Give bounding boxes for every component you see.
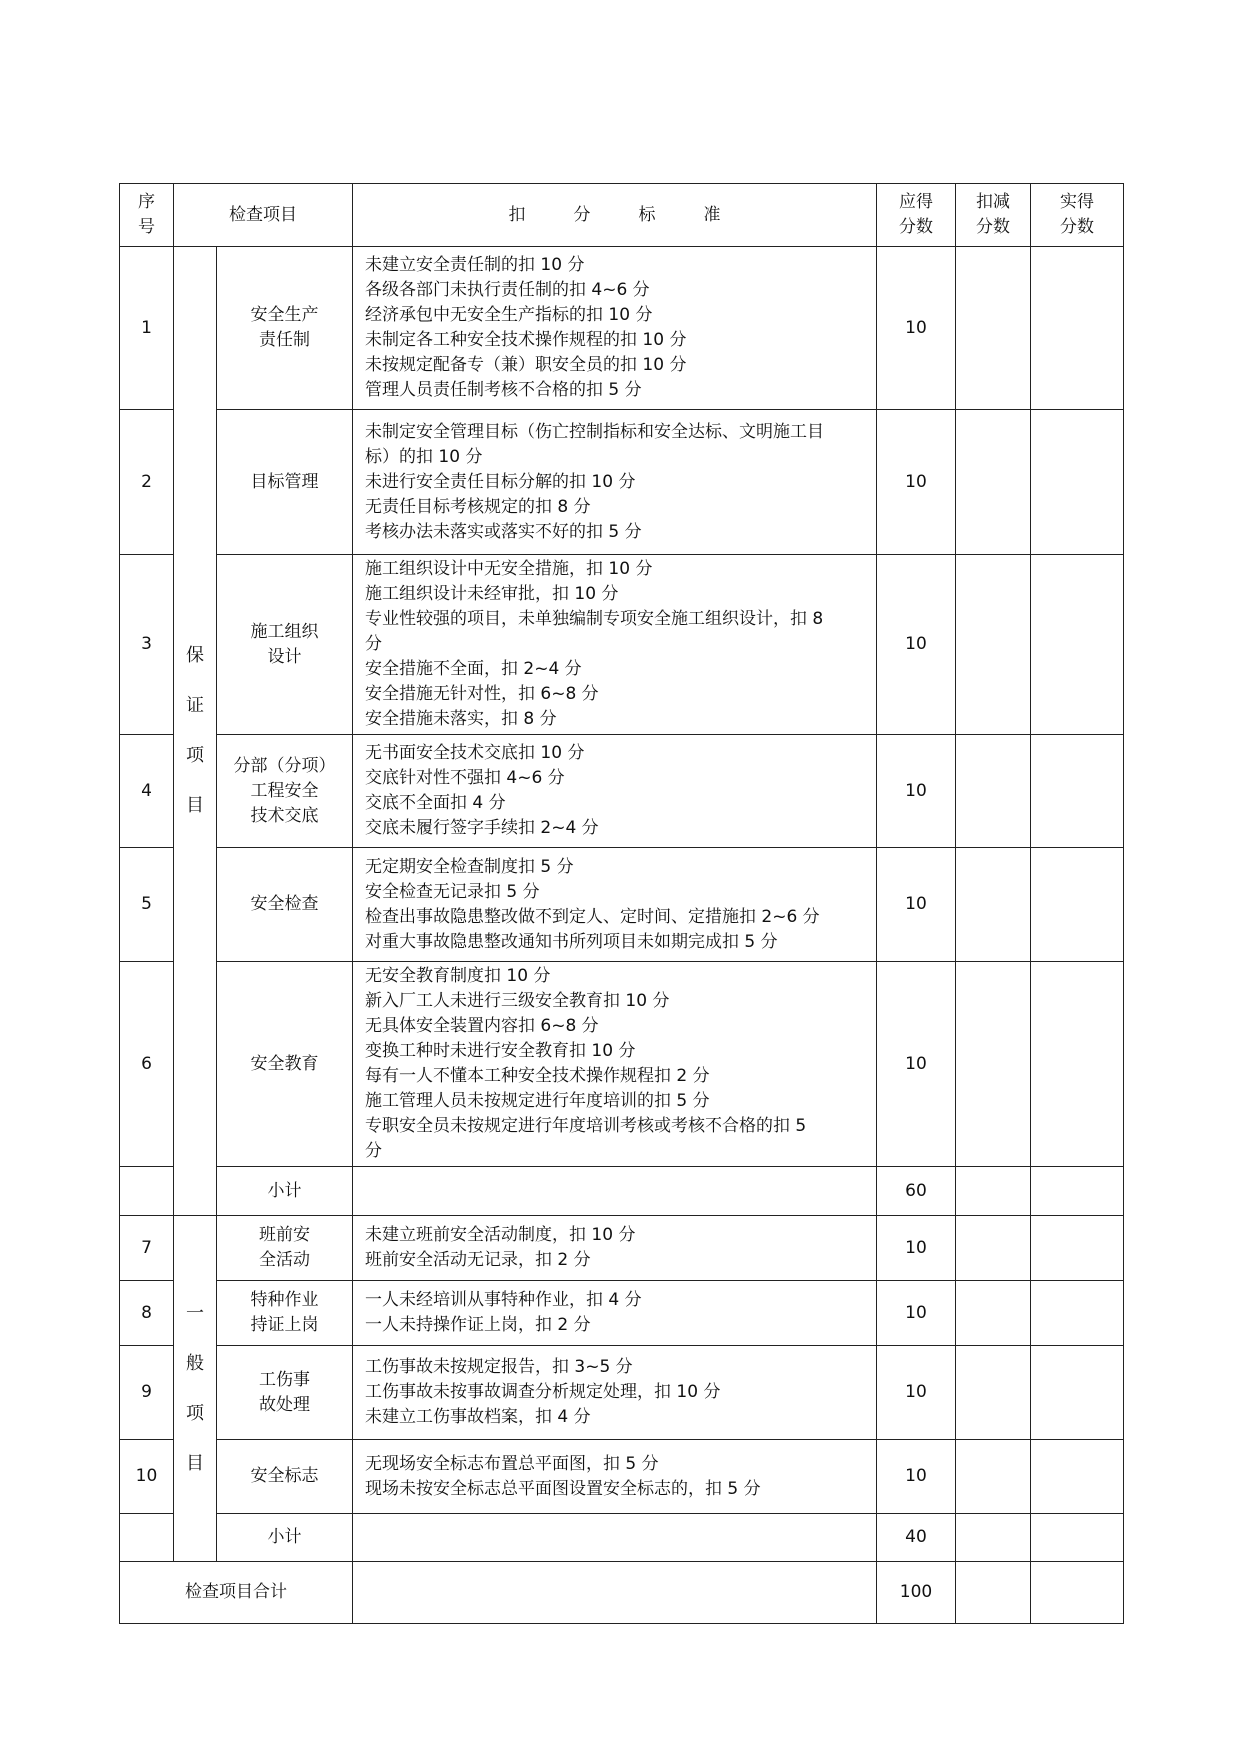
- check-item-line: 特种作业: [250, 1290, 319, 1310]
- standard-line: 无安全教育制度扣 10 分: [365, 966, 551, 986]
- row-number: 7: [120, 1216, 174, 1281]
- header-actual-line1: 实得: [1060, 192, 1094, 212]
- group-label-char: 证: [186, 695, 204, 716]
- actual-score-cell: [1031, 962, 1124, 1167]
- standard-line: 对重大事故隐患整改通知书所列项目未如期完成扣 5 分: [365, 931, 778, 952]
- standard-line: 班前安全活动无记录，扣 2 分: [365, 1250, 591, 1270]
- standard-line: 工伤事故未按事故调查分析规定处理，扣 10 分: [365, 1382, 721, 1402]
- deduction-standard: [353, 962, 877, 1167]
- standard-line: 未制定安全管理目标（伤亡控制指标和安全达标、文明施工目: [365, 421, 824, 442]
- subtotal-number-cell: [120, 1167, 174, 1216]
- header-due-score: [877, 184, 956, 247]
- deduct-score-cell: [956, 555, 1031, 735]
- row-number: 6: [120, 962, 174, 1167]
- header-deduct-line1: 扣减: [976, 192, 1010, 212]
- header-deduct-score: [956, 184, 1031, 247]
- actual-score-cell: [1031, 1281, 1124, 1346]
- header-standard-char2: 分: [573, 204, 591, 225]
- due-score: 10: [877, 848, 956, 962]
- due-score: 10: [877, 410, 956, 555]
- header-item: 检查项目: [174, 184, 353, 247]
- check-item: [217, 1346, 353, 1440]
- table-row: [120, 1440, 1124, 1514]
- total-score: 100: [877, 1562, 956, 1624]
- deduction-standard: [353, 1281, 877, 1346]
- header-standard-char3: 标: [638, 204, 656, 225]
- header-standard-char1: 扣: [508, 204, 526, 225]
- standard-line: 施工组织设计中无安全措施，扣 10 分: [365, 559, 653, 579]
- subtotal-label: 小计: [217, 1514, 353, 1562]
- deduction-standard: [353, 555, 877, 735]
- row-number: 9: [120, 1346, 174, 1440]
- standard-line: 未建立班前安全活动制度，扣 10 分: [365, 1225, 636, 1245]
- deduct-score-cell: [956, 247, 1031, 410]
- row-number: 1: [120, 247, 174, 410]
- group-label-char: 保: [186, 645, 204, 666]
- check-item: [217, 735, 353, 848]
- header-seq-line1: 序: [138, 192, 155, 212]
- group-label-char: 目: [186, 1452, 204, 1474]
- standard-line: 交底针对性不强扣 4~6 分: [365, 768, 565, 788]
- deduction-standard: [353, 1440, 877, 1514]
- subtotal-score: 40: [877, 1514, 956, 1562]
- total-standard-cell: [353, 1562, 877, 1624]
- due-score: 10: [877, 1440, 956, 1514]
- check-item: [217, 410, 353, 555]
- header-seq-line2: 号: [138, 217, 155, 237]
- standard-line: 检查出事故隐患整改做不到定人、定时间、定措施扣 2~6 分: [365, 906, 820, 927]
- subtotal-standard-cell: [353, 1514, 877, 1562]
- due-score: 10: [877, 962, 956, 1167]
- total-deduct-cell: [956, 1562, 1031, 1624]
- check-item-line: 目标管理: [250, 471, 319, 492]
- check-item-line: 设计: [267, 646, 302, 667]
- check-item-line: 技术交底: [250, 805, 319, 826]
- row-number: 5: [120, 848, 174, 962]
- subtotal-deduct-cell: [956, 1167, 1031, 1216]
- group-label-char: 一: [186, 1302, 204, 1324]
- table-row: [120, 1281, 1124, 1346]
- check-item-line: 全活动: [259, 1250, 310, 1270]
- standard-line: 未按规定配备专（兼）职安全员的扣 10 分: [365, 355, 687, 375]
- group-label-general: [174, 1216, 217, 1562]
- header-actual-line2: 分数: [1060, 217, 1094, 237]
- total-row: [120, 1562, 1124, 1624]
- deduct-score-cell: [956, 1216, 1031, 1281]
- actual-score-cell: [1031, 1440, 1124, 1514]
- table-row: [120, 247, 1124, 410]
- standard-line: 未建立安全责任制的扣 10 分: [365, 255, 585, 275]
- subtotal-number-cell: [120, 1514, 174, 1562]
- header-due-line1: 应得: [899, 192, 933, 212]
- check-item-line: 施工组织: [250, 621, 319, 642]
- standard-line: 未建立工伤事故档案，扣 4 分: [365, 1407, 591, 1427]
- check-item: [217, 1281, 353, 1346]
- standard-line: 未制定各工种安全技术操作规程的扣 10 分: [365, 330, 687, 350]
- actual-score-cell: [1031, 848, 1124, 962]
- header-standard: [353, 184, 877, 247]
- check-item-line: 安全检查: [250, 894, 319, 914]
- check-item-line: 安全生产: [250, 305, 319, 325]
- standard-line: 施工管理人员未按规定进行年度培训的扣 5 分: [365, 1091, 710, 1111]
- table-row: [120, 962, 1124, 1167]
- due-score: 10: [877, 1216, 956, 1281]
- deduction-standard: [353, 247, 877, 410]
- standard-line: 无具体安全装置内容扣 6~8 分: [365, 1016, 599, 1036]
- subtotal-row: [120, 1167, 1124, 1216]
- table-row: [120, 848, 1124, 962]
- table-row: [120, 555, 1124, 735]
- group-label-guarantee: [174, 247, 217, 1216]
- table-row: [120, 410, 1124, 555]
- check-item-line: 工程安全: [250, 780, 319, 801]
- group-label-char: 项: [186, 745, 204, 766]
- subtotal-deduct-cell: [956, 1514, 1031, 1562]
- standard-line: 管理人员责任制考核不合格的扣 5 分: [365, 380, 642, 400]
- standard-line: 考核办法未落实或落实不好的扣 5 分: [365, 521, 642, 542]
- check-item: [217, 962, 353, 1167]
- standard-line: 无责任目标考核规定的扣 8 分: [365, 496, 591, 517]
- standard-line: 无现场安全标志布置总平面图，扣 5 分: [365, 1453, 659, 1474]
- group-label-char: 目: [186, 795, 204, 816]
- standard-line: 一人未经培训从事特种作业，扣 4 分: [365, 1290, 642, 1310]
- total-label: 检查项目合计: [120, 1562, 353, 1624]
- actual-score-cell: [1031, 410, 1124, 555]
- standard-line: 现场未按安全标志总平面图设置安全标志的，扣 5 分: [365, 1478, 761, 1499]
- deduct-score-cell: [956, 962, 1031, 1167]
- deduction-standard: [353, 1216, 877, 1281]
- header-row: [120, 184, 1124, 247]
- subtotal-standard-cell: [353, 1167, 877, 1216]
- standard-line: 无定期安全检查制度扣 5 分: [365, 856, 574, 877]
- inspection-score-table: [119, 183, 1124, 1624]
- due-score: 10: [877, 1281, 956, 1346]
- standard-line: 无书面安全技术交底扣 10 分: [365, 743, 585, 763]
- check-item-line: 班前安: [259, 1225, 310, 1245]
- standard-line: 安全措施不全面，扣 2~4 分: [365, 659, 582, 679]
- standard-line: 工伤事故未按规定报告，扣 3~5 分: [365, 1357, 633, 1377]
- deduct-score-cell: [956, 1281, 1031, 1346]
- check-item-line: 工伤事: [259, 1369, 310, 1390]
- deduction-standard: [353, 410, 877, 555]
- due-score: 10: [877, 1346, 956, 1440]
- row-number: 8: [120, 1281, 174, 1346]
- actual-score-cell: [1031, 1216, 1124, 1281]
- deduct-score-cell: [956, 848, 1031, 962]
- table-row: [120, 1346, 1124, 1440]
- check-item-line: 安全教育: [250, 1053, 319, 1074]
- deduct-score-cell: [956, 1440, 1031, 1514]
- due-score: 10: [877, 735, 956, 848]
- check-item: [217, 555, 353, 735]
- deduct-score-cell: [956, 735, 1031, 848]
- standard-line: 安全检查无记录扣 5 分: [365, 881, 540, 902]
- check-item: [217, 1440, 353, 1514]
- check-item-line: 持证上岗: [250, 1315, 319, 1335]
- standard-line: 一人未持操作证上岗，扣 2 分: [365, 1315, 591, 1335]
- group-label-char: 般: [186, 1352, 204, 1374]
- check-item-line: 分部（分项）: [233, 755, 336, 776]
- check-item: [217, 1216, 353, 1281]
- check-item: [217, 247, 353, 410]
- standard-line: 专职安全员未按规定进行年度培训考核或考核不合格的扣 5: [365, 1116, 807, 1136]
- subtotal-actual-cell: [1031, 1514, 1124, 1562]
- deduct-score-cell: [956, 410, 1031, 555]
- standard-line: 施工组织设计未经审批，扣 10 分: [365, 584, 619, 604]
- standard-line: 分: [365, 634, 382, 654]
- group-label-char: 项: [186, 1402, 204, 1424]
- table-body: [120, 184, 1124, 1624]
- standard-line: 安全措施未落实，扣 8 分: [365, 709, 557, 729]
- check-item: [217, 848, 353, 962]
- deduction-standard: [353, 1346, 877, 1440]
- due-score: 10: [877, 555, 956, 735]
- standard-line: 安全措施无针对性，扣 6~8 分: [365, 684, 599, 704]
- standard-line: 专业性较强的项目，未单独编制专项安全施工组织设计，扣 8: [365, 609, 824, 629]
- standard-line: 交底未履行签字手续扣 2~4 分: [365, 818, 599, 838]
- actual-score-cell: [1031, 555, 1124, 735]
- header-actual-score: [1031, 184, 1124, 247]
- table-row: [120, 735, 1124, 848]
- standard-line: 标）的扣 10 分: [365, 446, 483, 467]
- actual-score-cell: [1031, 1346, 1124, 1440]
- standard-line: 变换工种时未进行安全教育扣 10 分: [365, 1041, 636, 1061]
- standard-line: 交底不全面扣 4 分: [365, 793, 506, 813]
- standard-line: 未进行安全责任目标分解的扣 10 分: [365, 471, 636, 492]
- standard-line: 分: [365, 1141, 382, 1161]
- subtotal-row: [120, 1514, 1124, 1562]
- row-number: 10: [120, 1440, 174, 1514]
- row-number: 2: [120, 410, 174, 555]
- standard-line: 每有一人不懂本工种安全技术操作规程扣 2 分: [365, 1066, 710, 1086]
- standard-line: 新入厂工人未进行三级安全教育扣 10 分: [365, 991, 670, 1011]
- total-actual-cell: [1031, 1562, 1124, 1624]
- subtotal-label: 小计: [217, 1167, 353, 1216]
- subtotal-score: 60: [877, 1167, 956, 1216]
- check-item-line: 安全标志: [250, 1466, 319, 1486]
- header-standard-char4: 准: [703, 204, 721, 225]
- deduction-standard: [353, 848, 877, 962]
- due-score: 10: [877, 247, 956, 410]
- row-number: 3: [120, 555, 174, 735]
- check-item-line: 责任制: [259, 330, 310, 350]
- header-deduct-line2: 分数: [976, 217, 1010, 237]
- check-item-line: 故处理: [259, 1394, 310, 1415]
- table-row: [120, 1216, 1124, 1281]
- deduction-standard: [353, 735, 877, 848]
- standard-line: 各级各部门未执行责任制的扣 4~6 分: [365, 280, 650, 300]
- actual-score-cell: [1031, 247, 1124, 410]
- actual-score-cell: [1031, 735, 1124, 848]
- row-number: 4: [120, 735, 174, 848]
- deduct-score-cell: [956, 1346, 1031, 1440]
- header-seq: [120, 184, 174, 247]
- header-due-line2: 分数: [899, 217, 933, 237]
- standard-line: 经济承包中无安全生产指标的扣 10 分: [365, 305, 653, 325]
- subtotal-actual-cell: [1031, 1167, 1124, 1216]
